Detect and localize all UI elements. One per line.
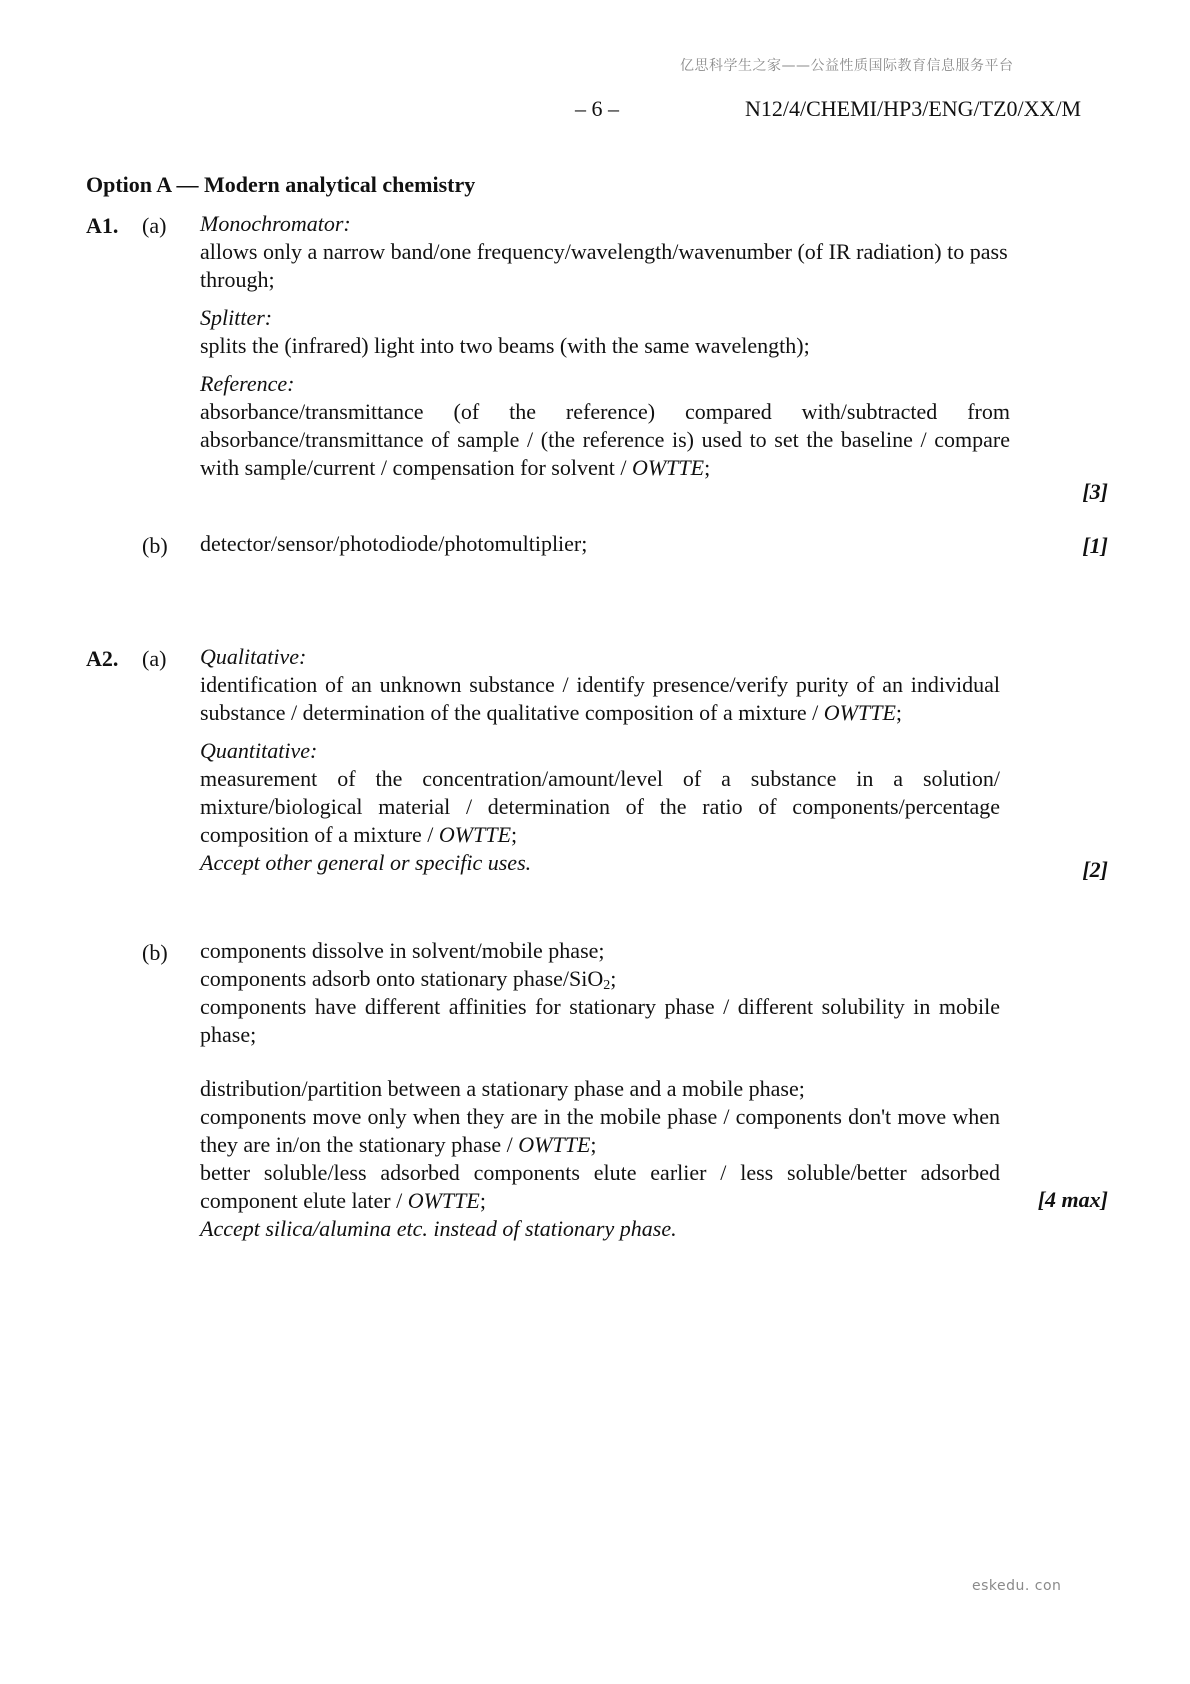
owtte-note: OWTTE <box>407 1188 480 1213</box>
reference-text: absorbance/transmittance (of the reference) compared with/subtracted from absorbance/transmittance of sample / (the reference is) used to set the baseline / compare with sample/current / compensation for solvent / OWTTE; <box>200 399 1010 480</box>
quantitative-text: measurement of the concentration/amount/level of a substance in a solution/ mixture/biological material / determination of the ratio of components/percentage composition of a mixture / OWTTE; <box>200 766 1000 847</box>
a1-part-b-label: (b) <box>142 533 168 558</box>
page-number: – 6 – <box>575 96 619 121</box>
splitter-text: splits the (infrared) light into two beams (with the same wavelength); <box>200 333 810 358</box>
a1-part-b-answer: detector/sensor/photodiode/photomultiplier; <box>200 531 588 556</box>
reference-heading: Reference: <box>200 371 295 396</box>
a2-b-note: Accept silica/alumina etc. instead of stationary phase. <box>200 1216 677 1241</box>
owtte-note: OWTTE <box>631 455 705 480</box>
a2-b-line: components move only when they are in the mobile phase / components don't move when they are in/on the stationary phase / OWTTE; <box>200 1104 1000 1157</box>
watermark-text: 亿思科学生之家——公益性质国际教育信息服务平台 <box>680 58 1014 74</box>
a2-part-b-label: (b) <box>142 940 168 965</box>
a2-a-note: Accept other general or specific uses. <box>200 850 532 875</box>
owtte-note: OWTTE <box>438 822 512 847</box>
a1-b-marks: [1] <box>1082 533 1108 558</box>
a1-a-marks: [3] <box>1082 479 1108 504</box>
monochromator-text: allows only a narrow band/one frequency/wavelength/wavenumber (of IR radiation) to pass through; <box>200 239 1008 292</box>
a2-b-marks: [4 max] <box>1037 1187 1108 1212</box>
question-number-a1: A1. <box>86 213 119 238</box>
a1-part-a-label: (a) <box>142 213 167 238</box>
splitter-heading: Splitter: <box>200 305 273 330</box>
footer-site: eskedu. con <box>972 1578 1062 1594</box>
a2-part-a-answer <box>200 643 1000 877</box>
qualitative-text: identification of an unknown substance / identify presence/verify purity of an individual substance / determination of the qualitative composition of a mixture / OWTTE; <box>200 672 1000 725</box>
a2-part-a-label: (a) <box>142 646 167 671</box>
a2-b-line: better soluble/less adsorbed components elute earlier / less soluble/better adsorbed component elute later / OWTTE; <box>200 1160 1000 1213</box>
quantitative-heading: Quantitative: <box>200 738 318 763</box>
question-number-a2: A2. <box>86 646 119 671</box>
option-title: Option A — Modern analytical chemistry <box>86 172 476 197</box>
a2-part-b-answer <box>200 937 1000 1243</box>
a2-a-marks: [2] <box>1082 857 1108 882</box>
qualitative-heading: Qualitative: <box>200 644 307 669</box>
a2-b-line: components have different affinities for stationary phase / different solubility in mobile phase; <box>200 994 1000 1047</box>
document-code: N12/4/CHEMI/HP3/ENG/TZ0/XX/M <box>745 96 1082 121</box>
a2-b-line: components adsorb onto stationary phase/SiO$_2$; <box>200 966 617 993</box>
owtte-note: OWTTE <box>823 700 896 725</box>
a1-part-a-answer <box>200 210 1010 482</box>
a2-b-line: distribution/partition between a stationary phase and a mobile phase; <box>200 1076 805 1101</box>
owtte-note: OWTTE <box>518 1132 591 1157</box>
a2-b-line: components dissolve in solvent/mobile phase; <box>200 938 605 963</box>
monochromator-heading: Monochromator: <box>200 211 351 236</box>
